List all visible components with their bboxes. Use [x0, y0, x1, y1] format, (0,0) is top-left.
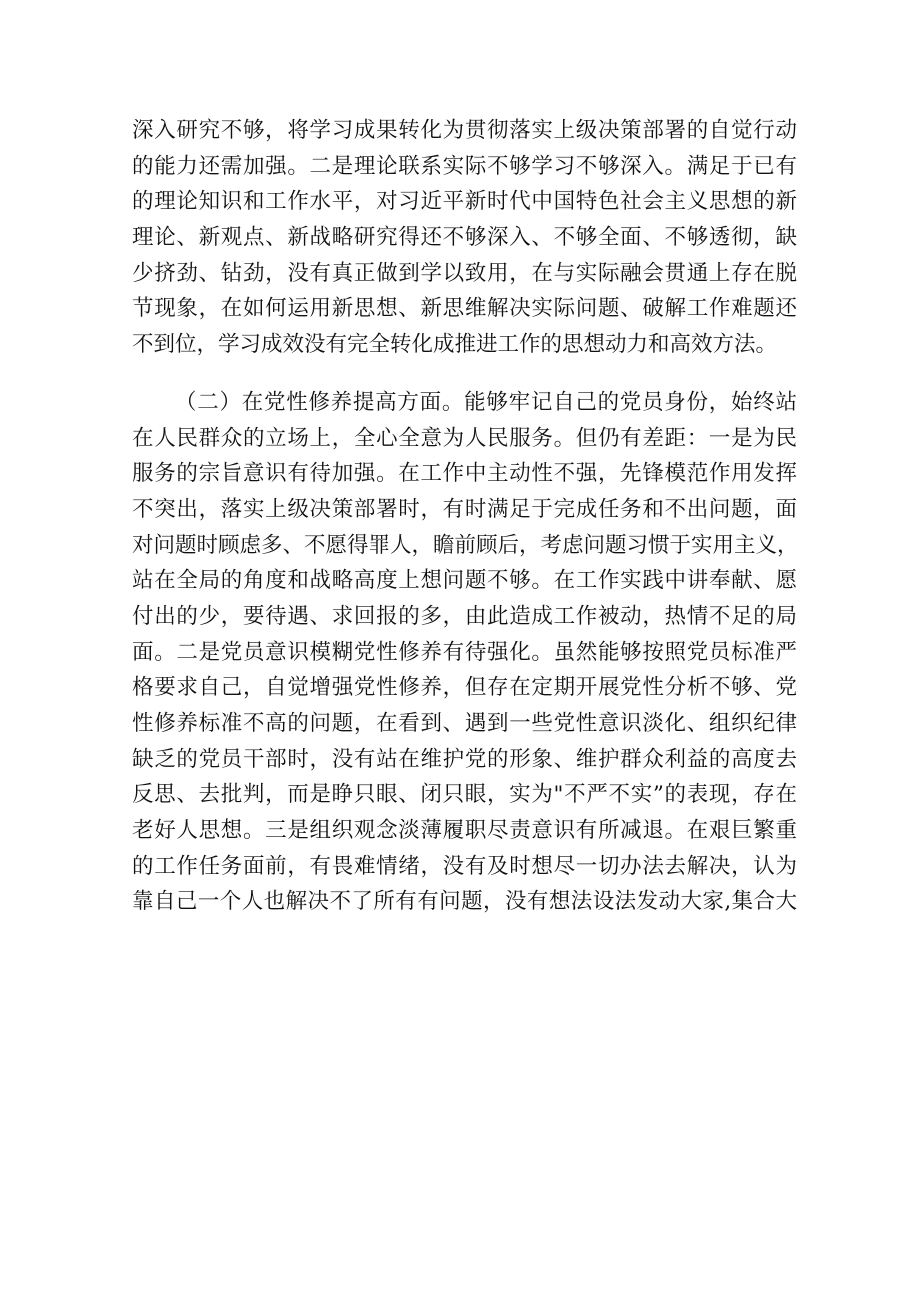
paragraph-line: 不到位，学习成效没有完全转化成推进工作的思想动力和高效方法。	[132, 332, 778, 358]
paragraph-line: 性修养标准不高的问题，在看到、遇到一些党性意识淡化、组织纪律	[132, 711, 797, 736]
paragraph-line: 对问题时顾虑多、不愿得罪人，瞻前顾后，考虑问题习惯于实用主义，	[132, 532, 799, 558]
paragraph-line: 站在全局的角度和战略高度上想问题不够。在工作实践中讲奉献、愿	[132, 568, 797, 594]
paragraph-line: 的工作任务面前，有畏难情绪，没有及时想尽一切办法去解决，认为	[132, 853, 797, 879]
paragraph-line: 老好人思想。三是组织观念淡薄履职尽责意识有所减退。在艰巨繁重	[132, 818, 797, 844]
paragraph-2	[132, 385, 797, 920]
paragraph-line: 理论、新观点、新战略研究得还不够深入、不够全面、不够透彻，缺	[132, 225, 797, 251]
paragraph-line: 格要求自己，自觉增强党性修养，但存在定期开展党性分析不够、党	[132, 675, 797, 701]
paragraph-line: 服务的宗旨意识有待加强。在工作中主动性不强，先锋模范作用发挥	[132, 461, 797, 487]
paragraph-line: 在人民群众的立场上，全心全意为人民服务。但仍有差距：一是为民	[132, 425, 797, 451]
paragraph-line: 靠自己一个人也解决不了所有有问题，没有想法设法发动大家,集合大	[132, 889, 797, 915]
paragraph-line: 付出的少，要待遇、求回报的多，由此造成工作被动，热情不足的局	[132, 603, 797, 629]
paragraph-line: 面。二是党员意识模糊党性修养有待强化。虽然能够按照党员标准严	[132, 639, 797, 665]
paragraph-line: 深入研究不够，将学习成果转化为贯彻落实上级决策部署的自觉行动	[132, 118, 797, 143]
paragraph-spacer	[132, 363, 797, 385]
paragraph-line: （二）在党性修养提高方面。能够牢记自己的党员身份，始终站	[175, 389, 797, 415]
document-body	[132, 113, 797, 920]
paragraph-line: 节现象，在如何运用新思想、新思维解决实际问题、破解工作难题还	[132, 296, 797, 322]
paragraph-line: 缺乏的党员干部时，没有站在维护党的形象、维护群众利益的高度去	[132, 746, 797, 772]
paragraph-line: 少挤劲、钻劲，没有真正做到学以致用，在与实际融会贯通上存在脱	[132, 260, 797, 286]
paragraph-line: 不突出，落实上级决策部署时，有时满足于完成任务和不出问题，面	[132, 496, 797, 522]
paragraph-line: 的能力还需加强。二是理论联系实际不够学习不够深入。满足于已有	[132, 153, 797, 179]
paragraph-line: 反思、去批判，而是睁只眼、闭只眼，实为"不严不实”的表现，存在	[132, 782, 797, 808]
paragraph-line: 的理论知识和工作水平，对习近平新时代中国特色社会主义思想的新	[132, 189, 797, 215]
paragraph-1	[132, 113, 797, 363]
